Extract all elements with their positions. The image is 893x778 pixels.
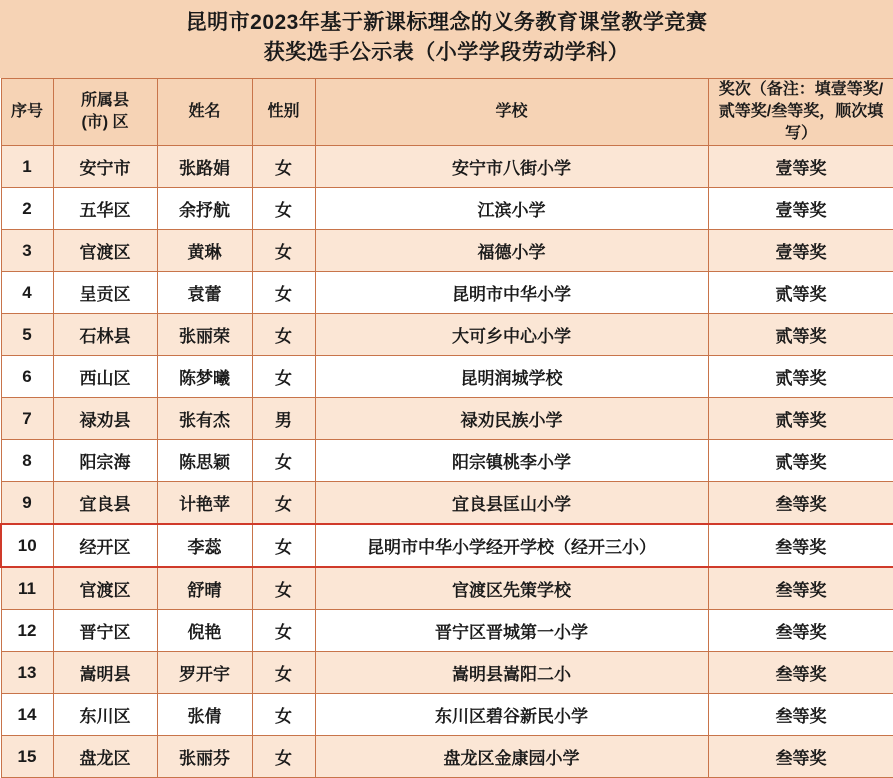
table-body bbox=[1, 146, 893, 778]
cell-name: 舒晴 bbox=[157, 567, 252, 610]
cell-award: 叁等奖 bbox=[708, 524, 893, 567]
cell-award: 叁等奖 bbox=[708, 567, 893, 610]
cell-no: 8 bbox=[1, 440, 53, 482]
table-row bbox=[1, 652, 893, 694]
cell-sex: 女 bbox=[252, 230, 315, 272]
cell-school: 盘龙区金康园小学 bbox=[315, 736, 708, 778]
cell-school: 安宁市八街小学 bbox=[315, 146, 708, 188]
cell-sex: 女 bbox=[252, 610, 315, 652]
cell-no: 4 bbox=[1, 272, 53, 314]
table-row bbox=[1, 314, 893, 356]
cell-award: 壹等奖 bbox=[708, 230, 893, 272]
cell-award: 壹等奖 bbox=[708, 188, 893, 230]
cell-area: 石林县 bbox=[53, 314, 157, 356]
column-header-school: 学校 bbox=[315, 79, 708, 146]
cell-name: 余抒航 bbox=[157, 188, 252, 230]
cell-school: 阳宗镇桃李小学 bbox=[315, 440, 708, 482]
cell-area: 盘龙区 bbox=[53, 736, 157, 778]
column-header-area-line1: 所属县 bbox=[80, 92, 129, 109]
table-row bbox=[1, 188, 893, 230]
column-header-name: 姓名 bbox=[157, 79, 252, 146]
table-row bbox=[1, 567, 893, 610]
cell-no: 11 bbox=[1, 567, 53, 610]
cell-area: 阳宗海 bbox=[53, 440, 157, 482]
cell-award: 叁等奖 bbox=[708, 610, 893, 652]
cell-area: 宜良县 bbox=[53, 482, 157, 525]
cell-area: 嵩明县 bbox=[53, 652, 157, 694]
cell-name: 张路娟 bbox=[157, 146, 252, 188]
cell-award: 叁等奖 bbox=[708, 652, 893, 694]
winners-table bbox=[0, 78, 893, 778]
cell-sex: 女 bbox=[252, 736, 315, 778]
column-header-award: 奖次（备注：填壹等奖/贰等奖/叁等奖，顺次填写） bbox=[708, 79, 893, 146]
cell-sex: 女 bbox=[252, 524, 315, 567]
column-header-area bbox=[53, 79, 157, 146]
cell-no: 13 bbox=[1, 652, 53, 694]
cell-award: 贰等奖 bbox=[708, 398, 893, 440]
cell-sex: 女 bbox=[252, 652, 315, 694]
cell-area: 禄劝县 bbox=[53, 398, 157, 440]
cell-name: 黄琳 bbox=[157, 230, 252, 272]
cell-school: 江滨小学 bbox=[315, 188, 708, 230]
cell-name: 倪艳 bbox=[157, 610, 252, 652]
cell-award: 叁等奖 bbox=[708, 736, 893, 778]
cell-school: 宜良县匡山小学 bbox=[315, 482, 708, 525]
cell-name: 陈梦曦 bbox=[157, 356, 252, 398]
cell-award: 贰等奖 bbox=[708, 440, 893, 482]
cell-award: 贰等奖 bbox=[708, 314, 893, 356]
cell-name: 张丽荣 bbox=[157, 314, 252, 356]
cell-sex: 女 bbox=[252, 356, 315, 398]
cell-name: 计艳苹 bbox=[157, 482, 252, 525]
cell-award: 叁等奖 bbox=[708, 694, 893, 736]
table-row bbox=[1, 440, 893, 482]
table-row bbox=[1, 694, 893, 736]
table-row bbox=[1, 272, 893, 314]
table-head bbox=[1, 79, 893, 146]
cell-area: 安宁市 bbox=[53, 146, 157, 188]
cell-name: 张丽芬 bbox=[157, 736, 252, 778]
cell-award: 壹等奖 bbox=[708, 146, 893, 188]
table-row bbox=[1, 230, 893, 272]
document-title bbox=[0, 0, 893, 78]
title-line-1: 昆明市2023年基于新课标理念的义务教育课堂教学竞赛 bbox=[185, 11, 708, 34]
cell-area: 经开区 bbox=[53, 524, 157, 567]
cell-name: 李蕊 bbox=[157, 524, 252, 567]
column-header-area-line2: (市) 区 bbox=[81, 114, 129, 131]
cell-sex: 男 bbox=[252, 398, 315, 440]
cell-name: 张有杰 bbox=[157, 398, 252, 440]
cell-school: 禄劝民族小学 bbox=[315, 398, 708, 440]
cell-sex: 女 bbox=[252, 314, 315, 356]
cell-area: 五华区 bbox=[53, 188, 157, 230]
cell-no: 2 bbox=[1, 188, 53, 230]
cell-area: 晋宁区 bbox=[53, 610, 157, 652]
cell-area: 呈贡区 bbox=[53, 272, 157, 314]
column-header-sex: 性别 bbox=[252, 79, 315, 146]
cell-sex: 女 bbox=[252, 482, 315, 525]
cell-school: 昆明市中华小学 bbox=[315, 272, 708, 314]
cell-award: 叁等奖 bbox=[708, 482, 893, 525]
cell-sex: 女 bbox=[252, 272, 315, 314]
cell-school: 昆明润城学校 bbox=[315, 356, 708, 398]
column-header-no: 序号 bbox=[1, 79, 53, 146]
table-row bbox=[1, 356, 893, 398]
cell-school: 嵩明县嵩阳二小 bbox=[315, 652, 708, 694]
cell-no: 10 bbox=[1, 524, 53, 567]
table-row bbox=[1, 736, 893, 778]
cell-name: 张倩 bbox=[157, 694, 252, 736]
cell-name: 陈思颖 bbox=[157, 440, 252, 482]
cell-sex: 女 bbox=[252, 694, 315, 736]
cell-name: 袁蕾 bbox=[157, 272, 252, 314]
cell-school: 晋宁区晋城第一小学 bbox=[315, 610, 708, 652]
table-row bbox=[1, 610, 893, 652]
cell-area: 东川区 bbox=[53, 694, 157, 736]
cell-award: 贰等奖 bbox=[708, 356, 893, 398]
cell-name: 罗开宇 bbox=[157, 652, 252, 694]
cell-area: 西山区 bbox=[53, 356, 157, 398]
cell-no: 6 bbox=[1, 356, 53, 398]
table-row bbox=[1, 482, 893, 525]
cell-no: 5 bbox=[1, 314, 53, 356]
cell-sex: 女 bbox=[252, 567, 315, 610]
cell-area: 官渡区 bbox=[53, 230, 157, 272]
cell-school: 官渡区先策学校 bbox=[315, 567, 708, 610]
cell-sex: 女 bbox=[252, 146, 315, 188]
table-header-row bbox=[1, 79, 893, 146]
cell-no: 1 bbox=[1, 146, 53, 188]
cell-sex: 女 bbox=[252, 188, 315, 230]
cell-no: 14 bbox=[1, 694, 53, 736]
table-row bbox=[1, 398, 893, 440]
title-line-2: 获奖选手公示表（小学学段劳动学科） bbox=[263, 41, 630, 64]
cell-no: 7 bbox=[1, 398, 53, 440]
cell-school: 福德小学 bbox=[315, 230, 708, 272]
cell-school: 东川区碧谷新民小学 bbox=[315, 694, 708, 736]
cell-no: 15 bbox=[1, 736, 53, 778]
cell-award: 贰等奖 bbox=[708, 272, 893, 314]
cell-no: 12 bbox=[1, 610, 53, 652]
cell-no: 9 bbox=[1, 482, 53, 525]
table-row bbox=[1, 146, 893, 188]
cell-school: 昆明市中华小学经开学校（经开三小） bbox=[315, 524, 708, 567]
table-row bbox=[1, 524, 893, 567]
cell-sex: 女 bbox=[252, 440, 315, 482]
cell-no: 3 bbox=[1, 230, 53, 272]
cell-area: 官渡区 bbox=[53, 567, 157, 610]
cell-school: 大可乡中心小学 bbox=[315, 314, 708, 356]
